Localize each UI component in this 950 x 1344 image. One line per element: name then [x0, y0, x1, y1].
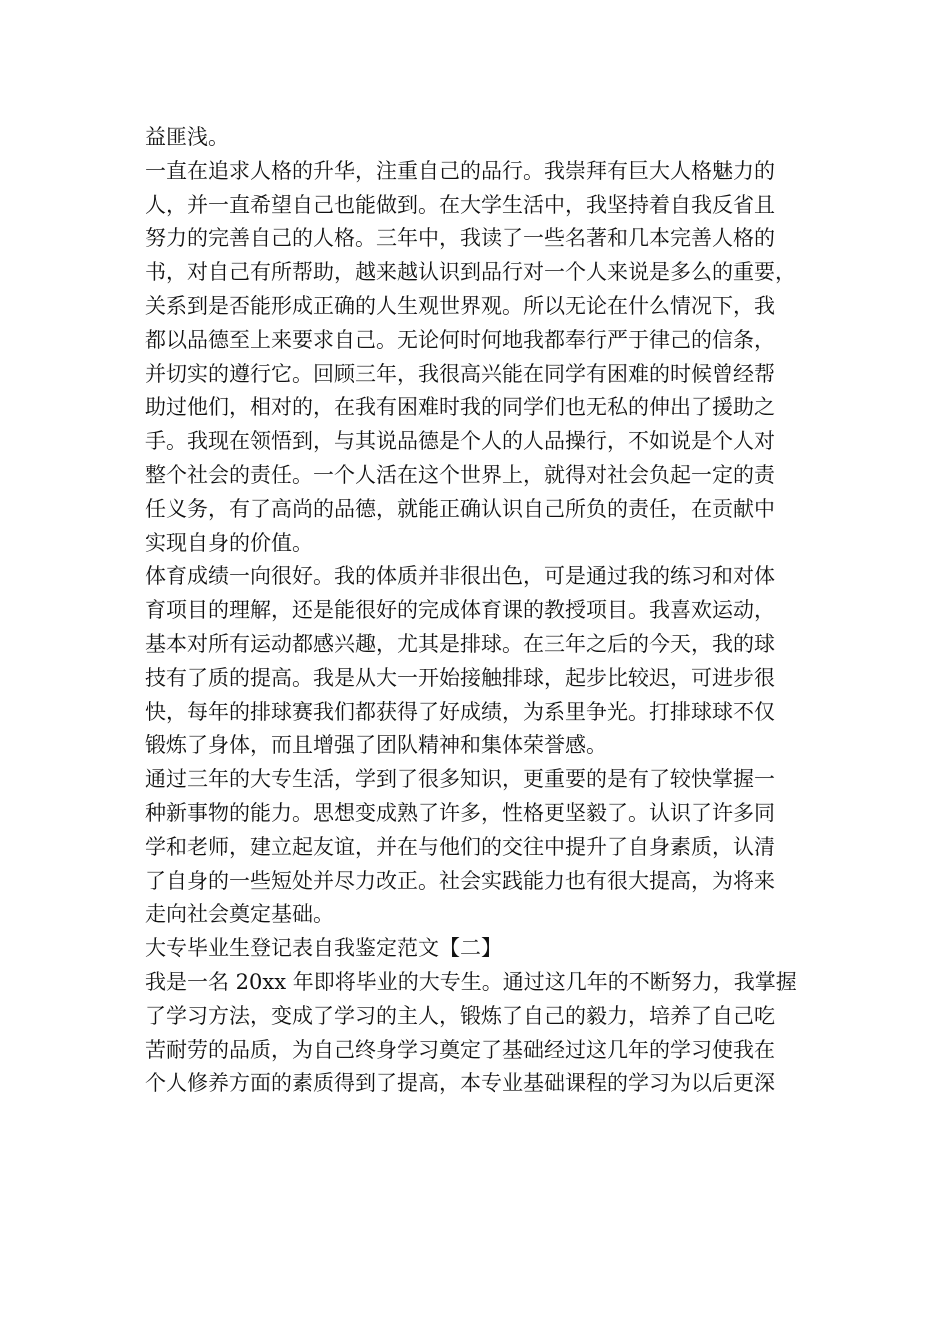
text-line: 并切实的遵行它。回顾三年，我很高兴能在同学有困难的时候曾经帮 [145, 361, 775, 386]
text-line: 走向社会奠定基础。 [145, 902, 334, 927]
text-line: 任义务，有了高尚的品德，就能正确认识自己所负的责任，在贡献中 [145, 496, 775, 521]
text-line: 苦耐劳的品质，为自己终身学习奠定了基础经过这几年的学习使我在 [145, 1037, 775, 1062]
text-line: 通过三年的大专生活，学到了很多知识，更重要的是有了较快掌握一 [145, 767, 775, 792]
text-line: 益匪浅。 [145, 125, 229, 149]
text-line: 了自身的一些短处并尽力改正。社会实践能力也有很大提高，为将来 [145, 868, 775, 893]
text-line: 了学习方法，变成了学习的主人，锻炼了自己的毅力，培养了自己吃 [145, 1003, 775, 1028]
text-line: 技有了质的提高。我是从大一开始接触排球，起步比较迟，可进步很 [145, 665, 775, 690]
text-line: 锻炼了身体，而且增强了团队精神和集体荣誉感。 [145, 733, 607, 758]
text-line: 书，对自己有所帮助，越来越认识到品行对一个人来说是多么的重要， [145, 260, 796, 285]
document-body [145, 121, 835, 1101]
text-line: 基本对所有运动都感兴趣，尤其是排球。在三年之后的今天，我的球 [145, 631, 775, 656]
text-line: 育项目的理解，还是能很好的完成体育课的教授项目。我喜欢运动， [145, 598, 775, 623]
text-line: 努力的完善自己的人格。三年中，我读了一些名著和几本完善人格的 [145, 226, 775, 251]
text-line: 一直在追求人格的升华，注重自己的品行。我崇拜有巨大人格魅力的 [145, 158, 775, 183]
text-line: 学和老师，建立起友谊，并在与他们的交往中提升了自身素质，认清 [145, 834, 775, 859]
text-line: 都以品德至上来要求自己。无论何时何地我都奉行严于律己的信条， [145, 327, 775, 352]
text-line: 关系到是否能形成正确的人生观世界观。所以无论在什么情况下，我 [145, 293, 775, 318]
text-line: 手。我现在领悟到，与其说品德是个人的人品操行，不如说是个人对 [145, 429, 775, 454]
text-line: 我是一名 20xx 年即将毕业的大专生。通过这几年的不断努力，我掌握 [145, 969, 797, 994]
text-line: 快，每年的排球赛我们都获得了好成绩，为系里争光。打排球球不仅 [145, 699, 775, 724]
text-line: 助过他们，相对的，在我有困难时我的同学们也无私的伸出了援助之 [145, 395, 775, 420]
text-line: 整个社会的责任。一个人活在这个世界上，就得对社会负起一定的责 [145, 462, 775, 487]
text-line: 个人修养方面的素质得到了提高，本专业基础课程的学习为以后更深 [145, 1071, 775, 1096]
text-line: 人，并一直希望自己也能做到。在大学生活中，我坚持着自我反省且 [145, 192, 775, 217]
text-line: 种新事物的能力。思想变成熟了许多，性格更坚毅了。认识了许多同 [145, 800, 775, 825]
section-heading: 大专毕业生登记表自我鉴定范文【二】 [145, 936, 502, 961]
text-line: 实现自身的价值。 [145, 530, 313, 555]
text-line: 体育成绩一向很好。我的体质并非很出色，可是通过我的练习和对体 [145, 564, 775, 589]
